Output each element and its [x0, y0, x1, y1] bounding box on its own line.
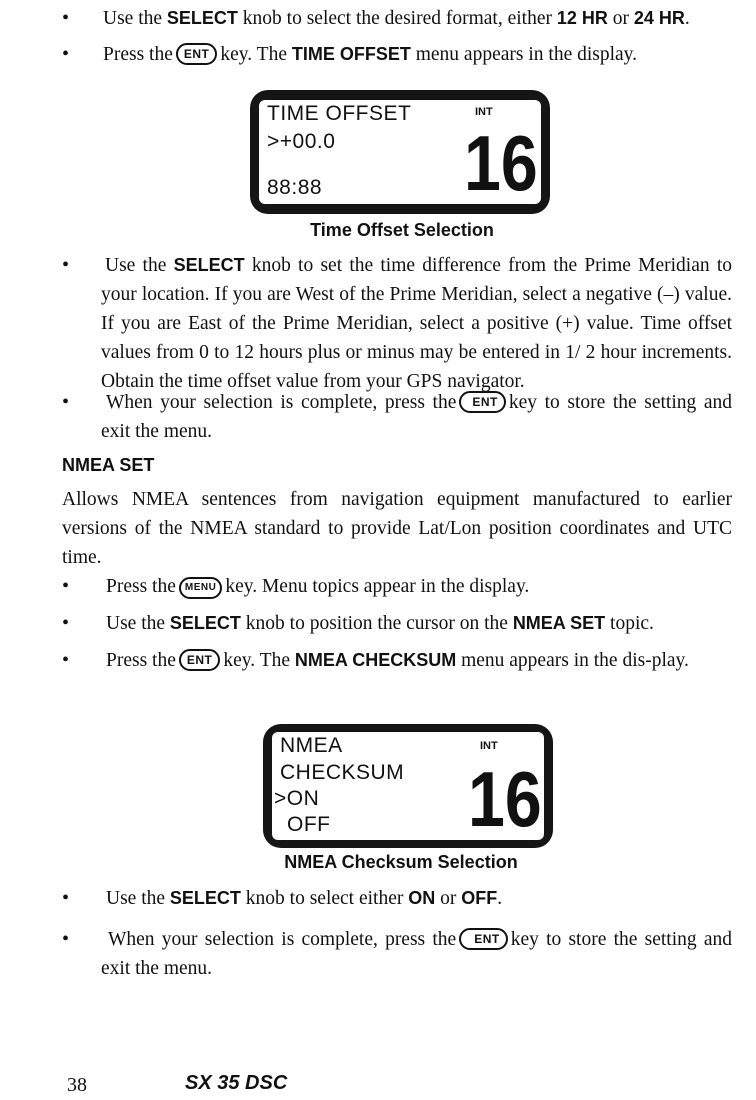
ent-key-icon: ENT	[459, 391, 506, 413]
lcd-nmea-checksum	[263, 724, 553, 848]
bullet-marker: •	[62, 391, 70, 413]
lcd-channel-number: 16	[464, 119, 538, 204]
page-number: 38	[67, 1074, 87, 1096]
bullet-marker: •	[62, 887, 70, 909]
lcd-int-indicator: INT	[480, 740, 498, 752]
lcd-time-offset	[250, 90, 550, 214]
caption-time-offset: Time Offset Selection	[310, 220, 494, 240]
lcd-line: TIME OFFSET	[267, 102, 412, 125]
menu-key-icon: MENU	[179, 577, 222, 599]
lcd-line: CHECKSUM	[280, 761, 405, 784]
lcd-channel-number: 16	[468, 755, 542, 840]
ent-key-icon: ENT	[459, 928, 508, 950]
bullet-marker: •	[62, 7, 70, 29]
caption-nmea-checksum: NMEA Checksum Selection	[284, 852, 518, 872]
lcd-line: OFF	[287, 813, 331, 836]
bullet-marker: •	[62, 612, 70, 634]
ent-key-icon: ENT	[179, 649, 221, 671]
lcd-line: 88:88	[267, 176, 323, 199]
bullet-marker: •	[62, 254, 70, 276]
lcd-line: >+00.0	[267, 130, 336, 153]
ent-key-icon: ENT	[176, 43, 218, 65]
footer-title: SX 35 DSC	[185, 1072, 288, 1094]
bullet-marker: •	[62, 43, 70, 65]
lcd-line: >ON	[274, 787, 320, 810]
lcd-int-indicator: INT	[475, 106, 493, 118]
bullet-marker: •	[62, 575, 70, 597]
lcd-line: NMEA	[280, 734, 343, 757]
bullet-marker: •	[62, 928, 70, 950]
section-heading: NMEA SET	[62, 455, 155, 475]
bullet-marker: •	[62, 649, 70, 671]
